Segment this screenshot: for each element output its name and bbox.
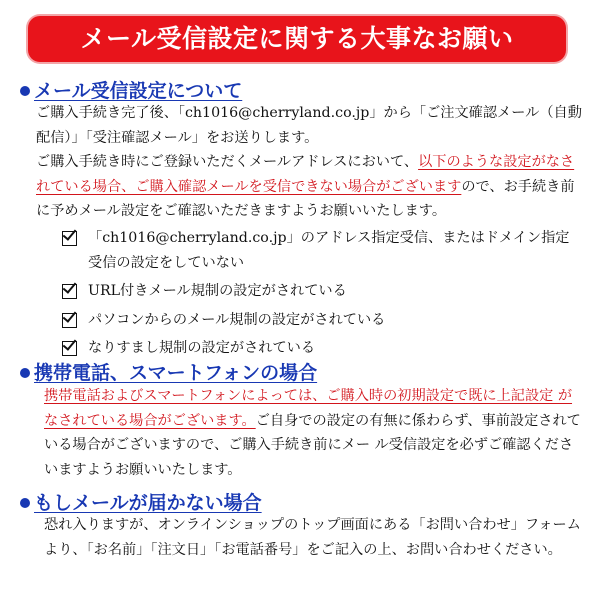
- checkbox-icon: [62, 284, 77, 299]
- paragraph-warning-tail: ので、お手続き前に予めメール設定をご確認いただきますようお願いいたします。: [36, 178, 575, 219]
- paragraph-warning-text: ご購入手続き時にご登録いただくメールアドレスにおいて、: [36, 154, 419, 170]
- bullet-icon: [20, 498, 30, 508]
- bullet-icon: [20, 368, 30, 378]
- section-heading-text: もしメールが届かない場合: [34, 492, 262, 514]
- paragraph-contact: 恐れ入りますが、オンラインショップのトップ画面にある「お問い合わせ」フォームより、「お名前」「注文日」「お電話番号」をご記入の上、お問い合わせください。: [44, 517, 581, 558]
- paragraph-intro: ご購入手続き完了後、「ch1016@cherryland.co.jp」から「ご注文確認メール（自動配信）」「受注確認メール」をお送りします。: [36, 105, 582, 146]
- checklist-item-text: 「ch1016@cherryland.co.jp」のアドレス指定受信、またはドメイン指定受信の設定をしていない: [88, 230, 570, 271]
- checkbox-icon: [62, 231, 77, 246]
- bullet-icon: [20, 86, 30, 96]
- settings-checklist: [62, 226, 582, 361]
- checklist-item: [62, 308, 582, 333]
- section-heading-text: メール受信設定について: [34, 80, 243, 102]
- checkbox-icon: [62, 313, 77, 328]
- section-heading-mail-settings: [20, 76, 242, 103]
- checklist-item-text: なりすまし規制の設定がされている: [88, 340, 316, 356]
- checklist-item: [62, 279, 582, 304]
- checklist-item-text: URL付きメール規制の設定がされている: [88, 283, 347, 299]
- mobile-warning-highlight: 携帯電話およびスマートフォンによっては、ご購入時の初期設定で既に上記設定 がなされている場合がございます。: [44, 388, 573, 429]
- section-heading-not-received: [20, 488, 262, 515]
- checklist-item: [62, 336, 582, 361]
- checklist-item: [62, 226, 582, 275]
- checkbox-icon: [62, 341, 77, 356]
- checklist-item-text: パソコンからのメール規制の設定がされている: [88, 311, 386, 328]
- section-heading-text: 携帯電話、スマートフォンの場合: [34, 362, 318, 384]
- paragraph-mobile: [44, 384, 584, 482]
- paragraph-warning: [36, 150, 584, 224]
- paragraph-mobile-tail: ご自身での設定の有無に係わらず、事前設定されている場合がございますので、ご購入手続き前にメー ル受信設定を必ずご確認くださいますようお願いいたします。: [44, 412, 581, 478]
- page-banner: メール受信設定に関する大事なお願い: [28, 16, 566, 62]
- warning-highlight: 以下のような設定がなされている場合、ご購入確認メールを受信できない場合がございます: [36, 154, 575, 195]
- section-heading-mobile: [20, 358, 317, 385]
